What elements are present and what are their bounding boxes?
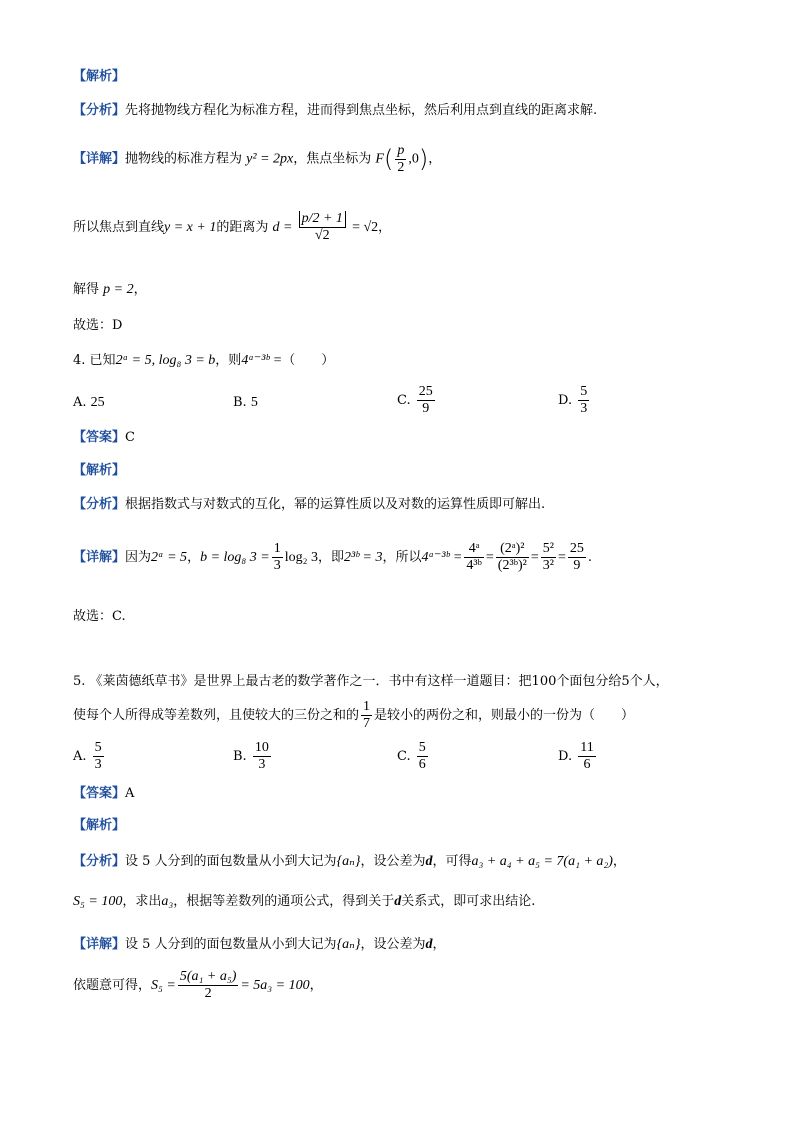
fraction-numerator: 5² bbox=[542, 541, 554, 556]
detail-label: 【详解】 bbox=[73, 937, 126, 952]
sequence: {aₙ} bbox=[336, 854, 361, 869]
detail-text: ，设公差为 bbox=[360, 937, 426, 952]
fraction-denominator: 6 bbox=[418, 757, 426, 772]
analysis-label: 【分析】 bbox=[73, 497, 126, 512]
line-equation: y = x + 1 bbox=[164, 220, 217, 235]
detail-text: ，焦点坐标为 bbox=[293, 151, 372, 167]
equation: y² = 2px bbox=[246, 151, 294, 167]
question-text: （ ） bbox=[282, 353, 335, 368]
option-value: 5 bbox=[250, 395, 258, 410]
detail-line bbox=[73, 142, 441, 177]
equation: 2³ᵇ = 3 bbox=[344, 550, 383, 565]
punctuation: . bbox=[587, 550, 593, 565]
common-difference: d bbox=[425, 854, 433, 869]
analysis-heading: 【解析】 bbox=[73, 69, 126, 84]
fraction-denominator: 7 bbox=[363, 716, 371, 731]
analysis-text: ，求出 bbox=[122, 894, 162, 909]
analysis-line bbox=[73, 495, 545, 515]
fraction-numerator: 4ᵃ bbox=[464, 541, 484, 558]
detail-text: 设 5 人分到的面包数量从小到大记为 bbox=[125, 937, 337, 952]
fraction-denominator: 3 bbox=[94, 757, 102, 772]
fraction-numerator: 11 bbox=[580, 740, 594, 755]
fraction bbox=[568, 541, 586, 574]
question-number: 4. bbox=[73, 353, 86, 368]
option-label: B. bbox=[233, 749, 247, 764]
question-text: 是较小的两份之和，则最小的一份为（ ） bbox=[374, 708, 635, 723]
option-label: C. bbox=[397, 749, 411, 764]
option-fraction bbox=[93, 740, 104, 773]
question-text: 使每个人所得成等差数列，且使较大的三份之和的 bbox=[73, 708, 360, 723]
punctuation: ， bbox=[309, 978, 323, 993]
fraction-denominator: 4³ᵇ bbox=[466, 558, 482, 573]
option-a[interactable] bbox=[73, 395, 105, 411]
option-b[interactable] bbox=[233, 740, 273, 773]
analysis-text: 关系式，即可求出结论. bbox=[401, 894, 536, 909]
fraction-denominator: 3 bbox=[580, 401, 588, 416]
punctuation: ， bbox=[428, 151, 442, 167]
detail-text: 因为 bbox=[125, 550, 152, 565]
option-label: C. bbox=[397, 393, 411, 408]
fraction-numerator: 1 bbox=[363, 699, 371, 714]
question-text: ，则 bbox=[215, 353, 242, 368]
solve-line bbox=[73, 280, 147, 300]
fraction-denominator: 3² bbox=[542, 558, 554, 573]
option-fraction bbox=[253, 740, 271, 773]
question-5-stem-line1 bbox=[73, 672, 669, 692]
fraction-denominator: 3 bbox=[273, 558, 281, 573]
detail-text: 的距离为 bbox=[216, 220, 269, 235]
option-fraction bbox=[417, 384, 435, 417]
fraction-numerator: 5(a₁ + a₅) bbox=[179, 969, 237, 984]
option-fraction bbox=[578, 384, 589, 417]
fraction-denominator: 9 bbox=[573, 558, 581, 573]
fraction bbox=[361, 699, 372, 732]
punctuation: ， bbox=[432, 937, 446, 952]
option-c[interactable] bbox=[397, 384, 437, 417]
answer-line bbox=[73, 428, 135, 448]
fraction bbox=[464, 541, 484, 574]
analysis-line bbox=[73, 101, 597, 121]
punctuation: ， bbox=[612, 854, 626, 869]
punctuation: ， bbox=[187, 550, 201, 565]
option-value: 25 bbox=[90, 395, 105, 410]
equation: S₅ = 100 bbox=[73, 894, 123, 909]
fraction-numerator: 25 bbox=[569, 541, 584, 556]
detail-text: 依题意可得， bbox=[73, 978, 152, 993]
analysis-heading: 【解析】 bbox=[73, 818, 126, 833]
answer-value: A bbox=[125, 786, 135, 801]
distance-fraction bbox=[299, 211, 346, 244]
focus-coord: ,0 bbox=[408, 151, 419, 167]
equation: 4ᵃ⁻³ᵇ = bbox=[421, 550, 463, 565]
fraction-numerator: 5 bbox=[418, 740, 426, 755]
common-difference: d bbox=[394, 894, 402, 909]
answer-line bbox=[73, 784, 134, 804]
question-text: 已知 bbox=[89, 353, 116, 368]
analysis-text: ，设公差为 bbox=[360, 854, 426, 869]
option-fraction bbox=[578, 740, 595, 773]
question-text: 《莱茵德纸草书》是世界上最古老的数学著作之一．书中有这样一道题目：把100个面包分给5个人， bbox=[89, 674, 669, 689]
distance-symbol: d = bbox=[272, 220, 293, 235]
fraction-denominator: 2 bbox=[204, 986, 212, 1001]
equation: S₅ = bbox=[151, 978, 176, 993]
paren-open: ( bbox=[383, 145, 394, 173]
fraction bbox=[541, 541, 556, 574]
fraction-denominator: 2 bbox=[397, 159, 405, 175]
option-fraction bbox=[417, 740, 428, 773]
choice-line: 故选：C. bbox=[73, 609, 126, 624]
answer-label: 【答案】 bbox=[73, 430, 126, 445]
fraction-denominator: √2 bbox=[314, 228, 330, 243]
distance-result: = √2 bbox=[352, 220, 379, 235]
option-b[interactable] bbox=[233, 395, 258, 411]
answer-label: 【答案】 bbox=[73, 786, 126, 801]
option-d[interactable] bbox=[558, 740, 598, 773]
fraction-numerator: 1 bbox=[273, 541, 281, 556]
fraction-numerator: 5 bbox=[94, 740, 102, 755]
punctuation: ， bbox=[133, 282, 147, 297]
fraction bbox=[496, 541, 529, 574]
analysis-label: 【分析】 bbox=[73, 103, 126, 118]
expression: 4ᵃ⁻³ᵇ = bbox=[241, 353, 283, 368]
fraction-numerator: 10 bbox=[254, 740, 269, 755]
detail-text: 抛物线的标准方程为 bbox=[125, 151, 243, 167]
detail-label: 【详解】 bbox=[73, 550, 126, 565]
question-5-stem-line2 bbox=[73, 696, 634, 736]
option-a[interactable] bbox=[73, 740, 106, 773]
analysis-text: 先将抛物线方程化为标准方程，进而得到焦点坐标，然后利用点到直线的距离求解. bbox=[125, 103, 598, 118]
option-c[interactable] bbox=[397, 740, 430, 773]
focus-symbol: F bbox=[375, 151, 384, 167]
distance-line: 所以焦点到直线y = x + 1的距离为 d = $\frac{p/2 + 1}{√2}$ = √2， bbox=[73, 211, 392, 243]
question-4-stem bbox=[73, 351, 334, 371]
analysis-heading: 【解析】 bbox=[73, 463, 126, 478]
equation: a₃ + a₄ + a₅ = 7(a₁ + a₂) bbox=[471, 854, 613, 869]
option-label: D. bbox=[558, 749, 573, 764]
fraction-numerator: p bbox=[397, 142, 405, 158]
option-label: A. bbox=[73, 395, 87, 410]
fraction-numerator: p/2 + 1 bbox=[299, 211, 346, 228]
fraction-numerator: 25 bbox=[418, 384, 433, 399]
option-label: A. bbox=[73, 749, 87, 764]
term: a₃ bbox=[161, 894, 174, 909]
common-difference: d bbox=[425, 937, 433, 952]
fraction-denominator: 9 bbox=[422, 401, 430, 416]
fraction-numerator: (2ᵃ)² bbox=[496, 541, 529, 558]
fraction-denominator: 3 bbox=[258, 757, 266, 772]
fraction-denominator: 6 bbox=[583, 757, 591, 772]
choice-line: 故选：D bbox=[73, 318, 123, 333]
punctuation: ，所以 bbox=[382, 550, 422, 565]
punctuation: ，即 bbox=[318, 550, 345, 565]
paren-close: ) bbox=[418, 145, 429, 173]
fraction bbox=[395, 143, 406, 176]
question-number: 5. bbox=[73, 674, 86, 689]
answer-value: C bbox=[125, 430, 135, 445]
fraction bbox=[178, 969, 239, 1002]
fraction bbox=[272, 541, 283, 574]
sequence: {aₙ} bbox=[336, 937, 361, 952]
fraction-numerator: 5 bbox=[580, 384, 588, 399]
condition: 2ᵃ = 5, log₈ 3 = b bbox=[115, 353, 216, 368]
option-label: B. bbox=[233, 395, 247, 410]
detail-text: 所以焦点到直线 bbox=[73, 220, 165, 235]
analysis-line bbox=[73, 852, 626, 872]
fraction-denominator: (2³ᵇ)² bbox=[497, 558, 527, 573]
analysis-text: ，根据等差数列的通项公式，得到关于 bbox=[173, 894, 395, 909]
analysis-text: 根据指数式与对数式的互化，幂的运算性质以及对数的运算性质即可解出. bbox=[125, 497, 546, 512]
detail-line: 【详解】因为2ᵃ = 5，b = log₈ 3 = $\frac{1}{3}$ log₂ 3，即2³ᵇ = 3，所以4ᵃ⁻³ᵇ = $\frac{\text{4ᵃ}}{\text{4³ᵇ}}$ = $\frac{\text{(2ᵃ)²}}{\text{(2³ᵇ)²}}$ = $\frac{\text{5²}}{\text{3²}}$ = $\frac{25}{9}$ . bbox=[73, 541, 593, 573]
analysis-text: 设 5 人分到的面包数量从小到大记为 bbox=[125, 854, 337, 869]
equation: 2ᵃ = 5 bbox=[151, 550, 188, 565]
detail-line bbox=[73, 966, 323, 1006]
detail-label: 【详解】 bbox=[73, 151, 126, 167]
equation: log₂ 3 bbox=[284, 550, 319, 565]
detail-line bbox=[73, 935, 445, 955]
option-d[interactable] bbox=[558, 384, 591, 417]
analysis-line bbox=[73, 892, 535, 912]
equation: b = log₈ 3 = bbox=[200, 550, 270, 565]
analysis-text: ，可得 bbox=[432, 854, 472, 869]
solution: p = 2 bbox=[103, 282, 134, 297]
detail-text: 解得 bbox=[73, 282, 100, 297]
option-label: D. bbox=[558, 393, 573, 408]
analysis-label: 【分析】 bbox=[73, 854, 126, 869]
equation: = 5a₃ = 100 bbox=[240, 978, 310, 993]
